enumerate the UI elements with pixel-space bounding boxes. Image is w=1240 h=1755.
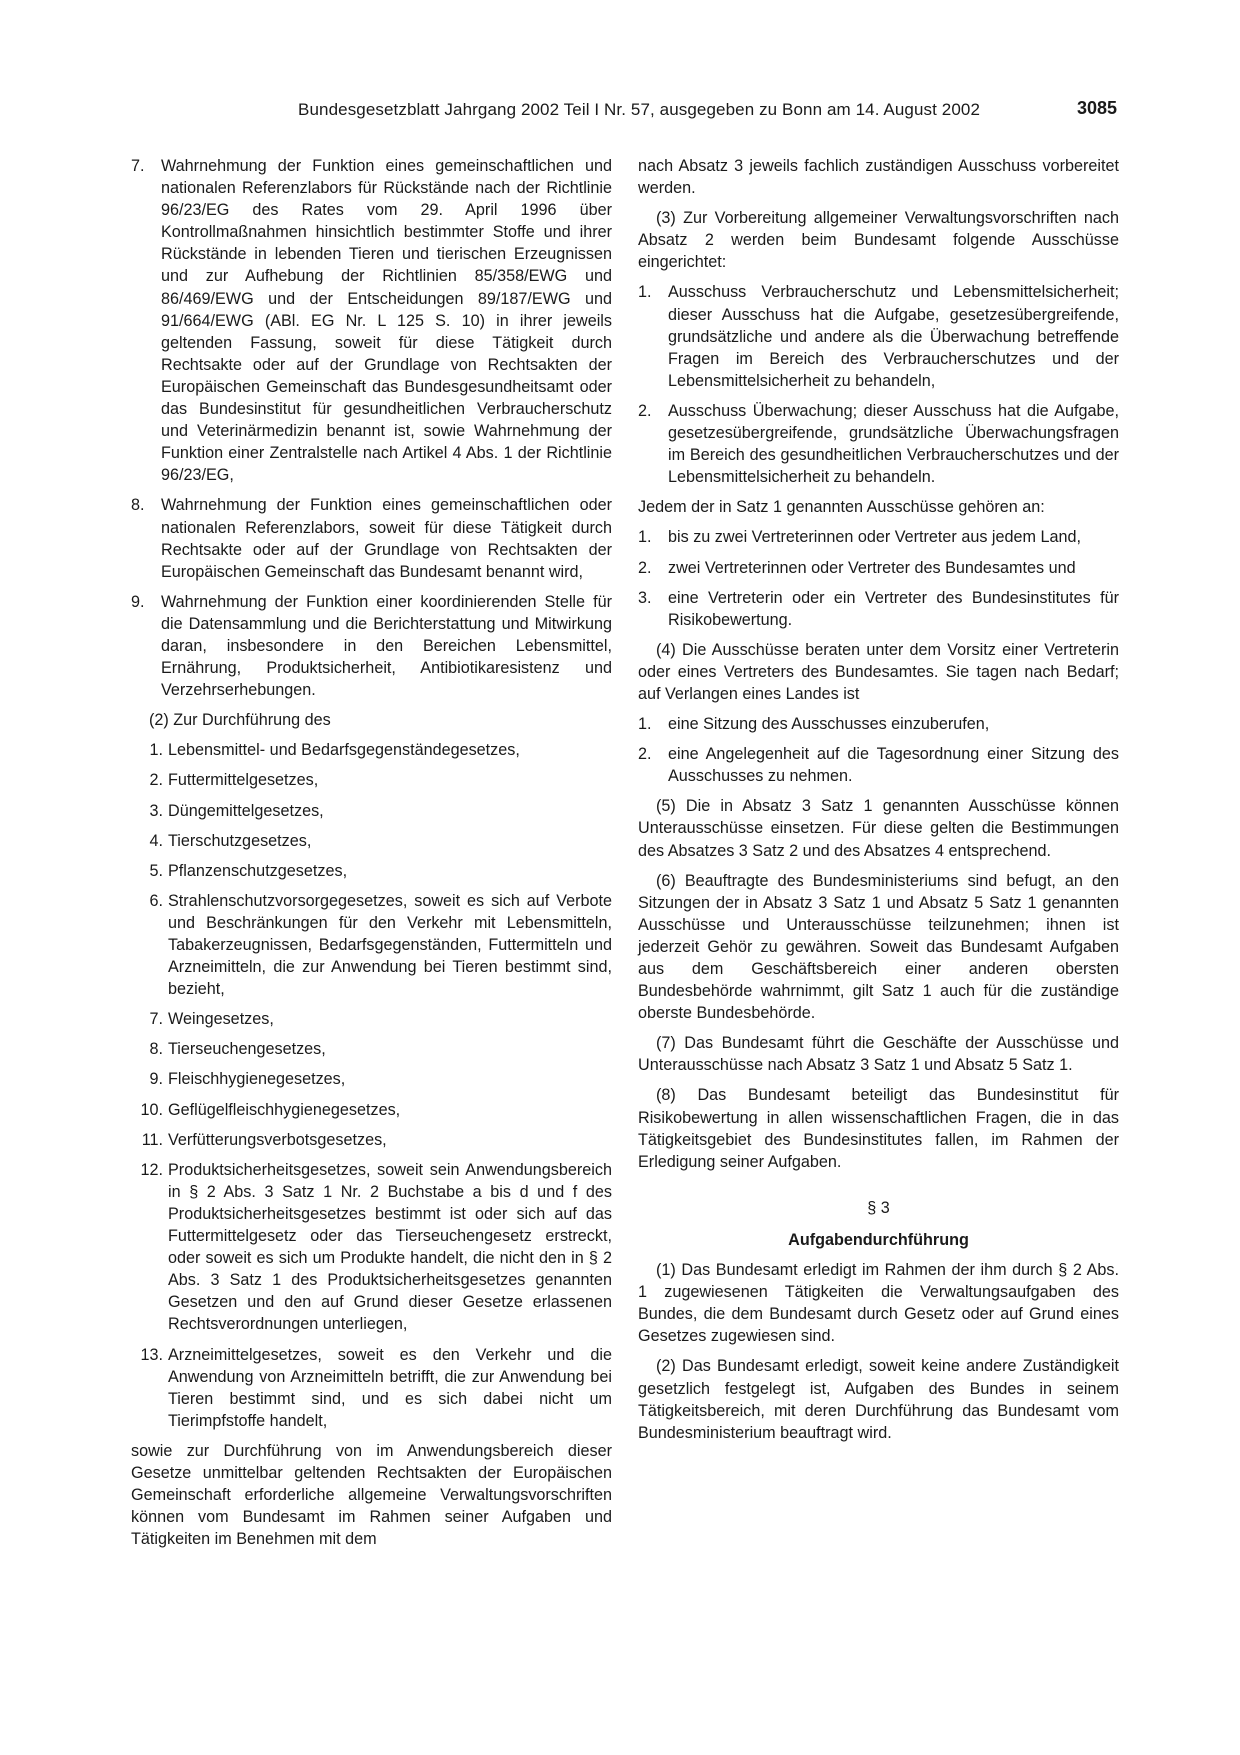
item-number: 12. [140, 1160, 163, 1179]
list-item [638, 743, 1119, 787]
item-number: 9. [149, 1070, 163, 1089]
page-number: 3085 [1076, 98, 1117, 118]
list-item [131, 769, 612, 791]
item-text: Wahrnehmung der Funktion einer koordinierenden Stelle für die Datensammlung und die Berichterstattung und Mitwirkung daran, insbesondere in den Bereichen Lebensmittel, Ernährung, Produktsicherheit, Antibiotikaresistenz und Verzehrserhebungen. [161, 592, 612, 700]
item-number: 2. [638, 745, 652, 764]
list-item [131, 591, 612, 701]
paragraph-continuation: nach Absatz 3 jeweils fachlich zuständigen Ausschuss vorbereitet werden. [638, 157, 1119, 198]
item-number: 11. [141, 1130, 163, 1149]
paragraph-5: (5) Die in Absatz 3 Satz 1 genannten Ausschüsse können Unterausschüsse einsetzen. Für diese gelten die Bestimmungen des Absatzes 3 Satz 2 und des Absatzes 4 entsprechend. [638, 797, 1119, 860]
list-item [131, 890, 612, 1000]
item-text: Strahlenschutzvorsorgegesetzes, soweit es sich auf Verbote und Beschränkungen für den Verkehr mit Lebensmitteln, Tabakerzeugnissen, Bedarfsgegenständen, Futtermitteln und Arzneimitteln, die zur Anwendung bei Tieren bestimmt sind, bezieht, [168, 891, 612, 999]
list-item [131, 1038, 612, 1060]
list-item [131, 155, 612, 486]
section-number: § 3 [867, 1198, 890, 1217]
item-number: 9. [131, 592, 145, 611]
item-text: eine Angelegenheit auf die Tagesordnung einer Sitzung des Ausschusses zu nehmen. [668, 745, 1119, 786]
item-number: 2. [638, 401, 652, 420]
item-text: Düngemittelgesetzes, [168, 801, 324, 820]
list-item [131, 1099, 612, 1121]
list-item [638, 281, 1119, 391]
item-number: 3. [149, 801, 163, 820]
list-item [131, 800, 612, 822]
item-text: Verfütterungsverbotsgesetzes, [168, 1130, 387, 1149]
paragraph-7: (7) Das Bundesamt führt die Geschäfte der Ausschüsse und Unterausschüsse nach Absatz 3 Satz 1 und Absatz 5 Satz 1. [638, 1034, 1119, 1075]
list-item [131, 1129, 612, 1151]
item-text: Ausschuss Verbraucherschutz und Lebensmittelsicherheit; dieser Ausschuss hat die Aufgabe, gesetzesübergreifende, grundsätzliche und andere als die Überwachung betreffende Fragen im Bereich des Verbraucherschutzes und der Lebensmittelsicherheit zu behandeln, [668, 283, 1119, 390]
item-text: Futtermittelgesetzes, [168, 771, 319, 790]
list-item [131, 494, 612, 582]
item-number: 2. [638, 558, 652, 577]
paragraph-4: (4) Die Ausschüsse beraten unter dem Vorsitz einer Vertreterin oder eines Vertreters des Bundesamtes. Sie tagen nach Bedarf; auf Verlangen eines Landes ist [638, 640, 1119, 703]
list-item [638, 587, 1119, 631]
list-item [638, 713, 1119, 735]
item-number: 8. [131, 496, 145, 515]
paragraph-3: (3) Zur Vorbereitung allgemeiner Verwaltungsvorschriften nach Absatz 2 werden beim Bundesamt folgende Ausschüsse eingerichtet: [638, 209, 1119, 272]
list-item [638, 557, 1119, 579]
members-lead: Jedem der in Satz 1 genannten Ausschüsse gehören an: [638, 498, 1045, 517]
list-item [638, 526, 1119, 548]
list-item [131, 1159, 612, 1336]
item-number: 5. [149, 861, 163, 880]
paragraph-6: (6) Beauftragte des Bundesministeriums sind befugt, an den Sitzungen der in Absatz 3 Satz 1 und Absatz 5 Satz 1 genannten Ausschüsse und Unterausschüsse teilzunehmen; ihnen ist jederzeit Gehör zu gewähren. Soweit das Bundesamt Aufgaben aus dem Geschäftsbereich einer anderen obersten Bundesbehörde wahrnimmt, gilt Satz 1 auch für die zuständige oberste Bundesbehörde. [638, 871, 1119, 1023]
list-item [131, 1068, 612, 1090]
item-number: 13. [140, 1345, 163, 1364]
section-3-paragraph-1: (1) Das Bundesamt erledigt im Rahmen der ihm durch § 2 Abs. 1 zugewiesenen Tätigkeiten die Verwaltungsaufgaben des Bundes, die dem Bundesamt durch Gesetz oder auf Grund eines Gesetzes zugewiesen sind. [638, 1261, 1119, 1346]
item-text: eine Sitzung des Ausschusses einzuberufen, [668, 715, 990, 734]
item-text: Tierschutzgesetzes, [168, 831, 312, 850]
item-text: bis zu zwei Vertreterinnen oder Vertreter aus jedem Land, [668, 528, 1082, 547]
list-item [638, 400, 1119, 488]
item-number: 2. [149, 771, 163, 790]
page-header [130, 100, 1120, 126]
section-3-paragraph-2: (2) Das Bundesamt erledigt, soweit keine andere Zuständigkeit gesetzlich festgelegt ist, Aufgaben des Bundes in seinem Tätigkeitsbereich, mit deren Durchführung das Bundesamt vom Bundesministerium beauftragt wird. [638, 1357, 1119, 1442]
gazette-title: Bundesgesetzblatt Jahrgang 2002 Teil I Nr. 57, ausgegeben zu Bonn am 14. August 2002 [298, 100, 980, 119]
item-text: Produktsicherheitsgesetzes, soweit sein Anwendungsbereich in § 2 Abs. 3 Satz 1 Nr. 2 Buchstabe a bis d und f des Produktsicherheitsgesetzes bestimmt ist oder sich auf das Futtermittelgesetz oder das Tierseuchengesetz erstreckt, oder soweit es sich um Produkte handelt, die nicht den in § 2 Abs. 3 Satz 1 des Produktsicherheitsgesetzes genannten Gesetzen und den auf Grund dieser Gesetze erlassenen Rechtsverordnungen unterliegen, [168, 1160, 612, 1334]
item-text: zwei Vertreterinnen oder Vertreter des Bundesamtes und [668, 558, 1076, 577]
paragraph-2-tail: sowie zur Durchführung von im Anwendungsbereich dieser Gesetze unmittelbar geltenden Rechtsakten der Europäischen Gemeinschaft erforderliche allgemeine Verwaltungsvorschriften können vom Bundesamt im Rahmen seiner Aufgaben und Tätigkeiten im Benehmen mit dem [131, 1441, 612, 1549]
list-item [131, 739, 612, 761]
item-number: 1. [638, 528, 652, 547]
list-item [131, 860, 612, 882]
list-item [131, 1008, 612, 1030]
right-column [638, 155, 1119, 1452]
item-text: Ausschuss Überwachung; dieser Ausschuss hat die Aufgabe, gesetzesübergreifende, grundsätzliche Überwachungsfragen im Bereich des gesundheitlichen Verbraucherschutzes und der Lebensmittelsicherheit zu behandeln. [668, 401, 1119, 487]
item-number: 1. [638, 715, 652, 734]
item-text: Wahrnehmung der Funktion eines gemeinschaftlichen und nationalen Referenzlabors für Rückstände nach der Richtlinie 96/23/EG des Rates vom 29. April 1996 über Kontrollmaßnahmen hinsichtlich bestimmter Stoffe und ihrer Rückstände in lebenden Tieren und tierischen Erzeugnissen und zur Aufhebung der Richtlinien 85/358/EWG und 86/469/EWG und der Entscheidungen 89/187/EWG und 91/664/EWG (ABl. EG Nr. L 125 S. 10) in ihrer jeweils geltenden Fassung, soweit für diese Tätigkeit durch Rechtsakte oder auf der Grundlage von Rechtsakten der Europäischen Gemeinschaft das Bundesgesundheitsamt oder das Bundesinstitut für gesundheitlichen Verbraucherschutz und Veterinärmedizin benannt ist, sowie Wahrnehmung der Funktion einer Zentralstelle nach Artikel 4 Abs. 1 der Richtlinie 96/23/EG, [161, 157, 612, 485]
item-number: 4. [149, 831, 163, 850]
item-text: Fleischhygienegesetzes, [168, 1070, 346, 1089]
item-number: 6. [149, 891, 163, 910]
item-number: 1. [638, 283, 652, 302]
item-text: Wahrnehmung der Funktion eines gemeinschaftlichen oder nationalen Referenzlabors, soweit für diese Tätigkeit durch Rechtsakte oder auf der Grundlage von Rechtsakten der Europäischen Gemeinschaft das Bundesamt benannt wird, [161, 496, 612, 581]
item-number: 1. [149, 741, 163, 760]
item-number: 3. [638, 588, 652, 607]
item-number: 7. [149, 1010, 163, 1029]
item-number: 10. [140, 1100, 163, 1119]
item-text: eine Vertreterin oder ein Vertreter des Bundesinstitutes für Risikobewertung. [668, 588, 1119, 629]
item-text: Lebensmittel- und Bedarfsgegenständegesetzes, [168, 741, 520, 760]
paragraph-8: (8) Das Bundesamt beteiligt das Bundesinstitut für Risikobewertung in allen wissenschaftlichen Fragen, die in das Tätigkeitsgebiet des Bundesinstitutes fallen, im Rahmen der Erledigung seiner Aufgaben. [638, 1086, 1119, 1171]
list-item [131, 830, 612, 852]
item-text: Tierseuchengesetzes, [168, 1040, 326, 1059]
item-text: Arzneimittelgesetzes, soweit es den Verkehr und die Anwendung von Arzneimitteln betrifft, die zur Anwendung bei Tieren bestimmt sind, und es sich dabei nicht um Tierimpfstoffe handelt, [168, 1345, 612, 1430]
left-column [131, 155, 612, 1558]
item-text: Weingesetzes, [168, 1010, 274, 1029]
section-title: Aufgabendurchführung [788, 1230, 969, 1249]
paragraph-2-lead: (2) Zur Durchführung des [149, 711, 331, 730]
item-number: 7. [131, 157, 145, 175]
item-text: Pflanzenschutzgesetzes, [168, 861, 348, 880]
item-number: 8. [149, 1040, 163, 1059]
list-item [131, 1344, 612, 1432]
item-text: Geflügelfleischhygienegesetzes, [168, 1100, 401, 1119]
